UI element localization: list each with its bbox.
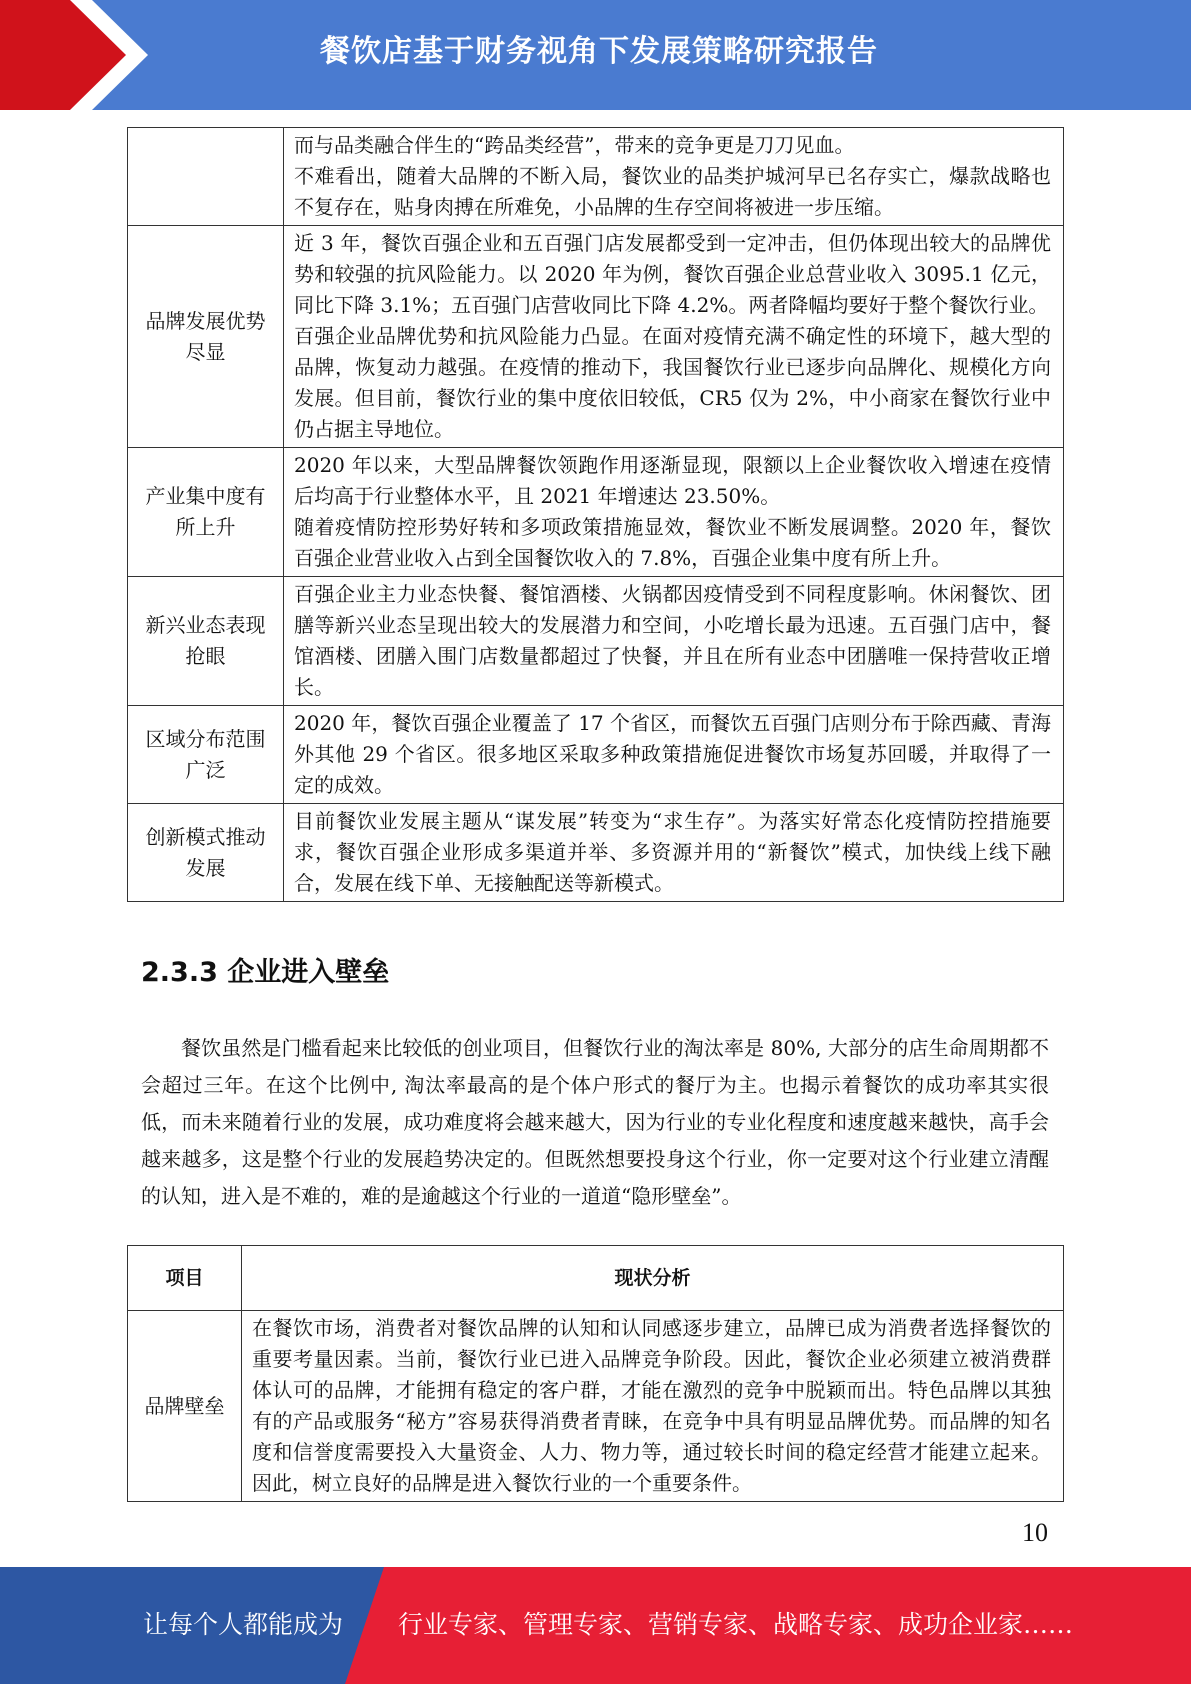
- row-content: [284, 706, 1064, 804]
- row-label: 产业集中度有所上升: [128, 448, 284, 577]
- report-title: 餐饮店基于财务视角下发展策略研究报告: [320, 34, 878, 69]
- section-heading: 2.3.3 企业进入壁垒: [141, 957, 390, 988]
- row-content: [284, 448, 1064, 577]
- row-paragraph: 百强企业品牌优势和抗风险能力凸显。在面对疫情充满不确定性的环境下，越大型的品牌，恢复动力越强。在疫情的推动下，我国餐饮行业已逐步向品牌化、规模化方向发展。但目前，餐饮行业的集中度依旧较低，CR5 仅为 2%，中小商家在餐饮行业中仍占据主导地位。: [294, 324, 1051, 441]
- row-content: 在餐饮市场，消费者对餐饮品牌的认知和认同感逐步建立，品牌已成为消费者选择餐饮的重要考量因素。当前，餐饮行业已进入品牌竞争阶段。因此，餐饮企业必须建立被消费群体认可的品牌，才能拥有稳定的客户群，才能在激烈的竞争中脱颖而出。特色品牌以其独有的产品或服务“秘方”容易获得消费者青睐，在竞争中具有明显品牌优势。而品牌的知名度和信誉度需要投入大量资金、人力、物力等，通过较长时间的稳定经营才能建立起来。因此，树立良好的品牌是进入餐饮行业的一个重要条件。: [242, 1311, 1064, 1502]
- table-row: [128, 706, 1064, 804]
- row-paragraph: 百强企业主力业态快餐、餐馆酒楼、火锅都因疫情受到不同程度影响。休闲餐饮、团膳等新兴业态呈现出较大的发展潜力和空间，小吃增长最为迅速。五百强门店中，餐馆酒楼、团膳入围门店数量都超过了快餐，并且在所有业态中团膳唯一保持营收正增长。: [294, 582, 1051, 699]
- row-label: [128, 128, 284, 226]
- row-content: [284, 577, 1064, 706]
- development-table: [127, 127, 1064, 902]
- row-label: 品牌发展优势尽显: [128, 226, 284, 448]
- column-header-item: 项目: [128, 1246, 242, 1311]
- footer-slogan-left: 让每个人都能成为: [143, 1610, 344, 1639]
- entry-barrier-table: [127, 1245, 1064, 1502]
- row-label: 区域分布范围广泛: [128, 706, 284, 804]
- page-number: 10: [1022, 1518, 1048, 1547]
- table-row: [128, 577, 1064, 706]
- table-row: [128, 226, 1064, 448]
- row-paragraph: 2020 年，餐饮百强企业覆盖了 17 个省区，而餐饮五百强门店则分布于除西藏、青海外其他 29 个省区。很多地区采取多种政策措施促进餐饮市场复苏回暖，并取得了一定的成效。: [294, 711, 1051, 797]
- table-row: [128, 128, 1064, 226]
- table-header-row: [128, 1246, 1064, 1311]
- row-paragraph: 不难看出，随着大品牌的不断入局，餐饮业的品类护城河早已名存实亡，爆款战略也不复存在，贴身肉搏在所难免，小品牌的生存空间将被进一步压缩。: [294, 164, 1051, 219]
- page-footer: [0, 1567, 1191, 1684]
- table-row: [128, 448, 1064, 577]
- table-row: [128, 804, 1064, 902]
- row-content: [284, 226, 1064, 448]
- row-content: [284, 128, 1064, 226]
- page-header: [0, 0, 1191, 110]
- row-label: 新兴业态表现抢眼: [128, 577, 284, 706]
- row-label: 创新模式推动发展: [128, 804, 284, 902]
- row-paragraph: 2020 年以来，大型品牌餐饮领跑作用逐渐显现，限额以上企业餐饮收入增速在疫情后均高于行业整体水平，且 2021 年增速达 23.50%。: [294, 453, 1051, 508]
- row-paragraph: 随着疫情防控形势好转和多项政策措施显效，餐饮业不断发展调整。2020 年，餐饮百强企业营业收入占到全国餐饮收入的 7.8%，百强企业集中度有所上升。: [294, 515, 1051, 570]
- row-paragraph: 而与品类融合伴生的“跨品类经营”，带来的竞争更是刀刀见血。: [294, 133, 855, 157]
- footer-slogan-right: 行业专家、管理专家、营销专家、战略专家、成功企业家……: [398, 1610, 1074, 1639]
- column-header-analysis: 现状分析: [242, 1246, 1064, 1311]
- row-label: 品牌壁垒: [128, 1311, 242, 1502]
- section-paragraph: 餐饮虽然是门槛看起来比较低的创业项目，但餐饮行业的淘汰率是 80%, 大部分的店生命周期都不会超过三年。在这个比例中, 淘汰率最高的是个体户形式的餐厅为主。也揭示着餐饮的成功率其实很低，而未来随着行业的发展，成功难度将会越来越大，因为行业的专业化程度和速度越来越快，高手会越来越多，这是整个行业的发展趋势决定的。但既然想要投身这个行业，你一定要对这个行业建立清醒的认知，进入是不难的，难的是逾越这个行业的一道道“隐形壁垒”。: [141, 1036, 1049, 1208]
- row-paragraph: 近 3 年，餐饮百强企业和五百强门店发展都受到一定冲击，但仍体现出较大的品牌优势和较强的抗风险能力。以 2020 年为例，餐饮百强企业总营业收入 3095.1 亿元，同比下降 3.1%；五百强门店营收同比下降 4.2%。两者降幅均要好于整个餐饮行业。: [294, 231, 1051, 317]
- row-paragraph: 目前餐饮业发展主题从“谋发展”转变为“求生存”。为落实好常态化疫情防控措施要求，餐饮百强企业形成多渠道并举、多资源并用的“新餐饮”模式，加快线上线下融合，发展在线下单、无接触配送等新模式。: [294, 809, 1051, 895]
- row-content: [284, 804, 1064, 902]
- table-row: [128, 1311, 1064, 1502]
